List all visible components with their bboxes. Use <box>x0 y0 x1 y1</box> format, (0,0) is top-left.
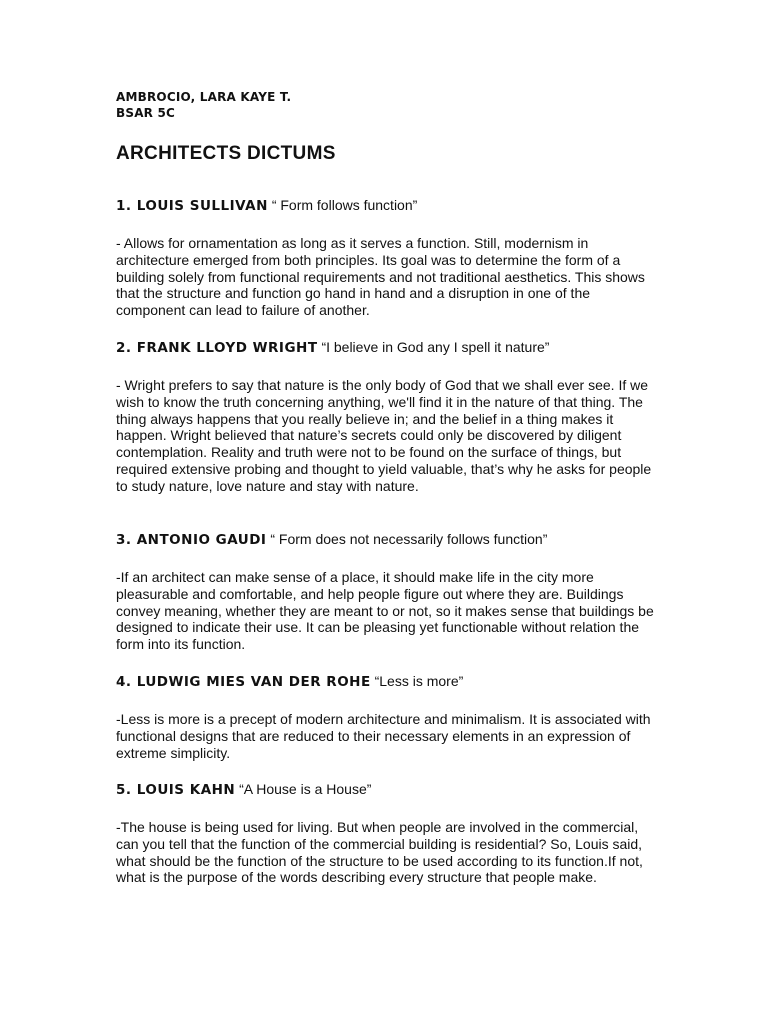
dictum-heading-5 <box>116 780 371 799</box>
dictum-quote-2: “I believe in God any I spell it nature” <box>321 339 550 355</box>
dictum-text-2: - Wright prefers to say that nature is the only body of God that we shall ever see. If we wish to know the truth concerning anything, we'll find it in the nature of that thing. The thing always happens that you really believe in; and the belief in a thing makes it happen. Wright believed that nature’s secrets could only be discovered by diligent contemplation. Reality and truth were not to be found on the surface of things, but required extensive probing and thought to yield valuable, that’s why he asks for people to study nature, love nature and stay with nature. <box>116 377 652 494</box>
dictum-text-1: - Allows for ornamentation as long as it serves a function. Still, modernism in architecture emerged from both principles. Its goal was to determine the form of a building solely from functional requirements and not traditional aesthetics. This shows that the structure and function go hand in hand and a disruption in one of the component can lead to failure of another. <box>116 235 645 319</box>
dictum-architect-2: 2. FRANK LLOYD WRIGHT <box>116 340 318 356</box>
dictum-quote-1: “ Form follows function” <box>271 197 418 213</box>
dictum-quote-3: “ Form does not necessarily follows function” <box>270 531 548 547</box>
dictum-heading-1 <box>116 196 417 215</box>
dictum-text-5: -The house is being used for living. But when people are involved in the commercial, can you tell that the function of the commercial building is residential? So, Louis said, what should be the function of the structure to be used according to its function.If not, what is the purpose of the words describing every structure that people make. <box>116 819 643 886</box>
dictum-architect-3: 3. ANTONIO GAUDI <box>116 532 267 548</box>
dictum-architect-4: 4. LUDWIG MIES VAN DER ROHE <box>116 674 371 690</box>
document-title: ARCHITECTS DICTUMS <box>116 143 336 164</box>
dictum-heading-2 <box>116 338 549 357</box>
author-section: BSAR 5C <box>116 106 176 120</box>
dictum-text-3: -If an architect can make sense of a place, it should make life in the city more pleasurable and comfortable, and help people figure out where they are. Buildings convey meaning, whether they are meant to or not, so it makes sense that buildings be designed to indicate their use. It can be pleasing yet functionable without relation the form into its function. <box>116 569 654 653</box>
dictum-quote-4: “Less is more” <box>374 673 464 689</box>
dictum-quote-5: “A House is a House” <box>239 781 372 797</box>
dictum-heading-3 <box>116 530 547 549</box>
document-page <box>116 0 656 1024</box>
dictum-architect-1: 1. LOUIS SULLIVAN <box>116 198 268 214</box>
author-name: AMBROCIO, LARA KAYE T. <box>116 90 292 104</box>
dictum-heading-4 <box>116 672 463 691</box>
author-block <box>116 89 291 121</box>
dictum-text-4: -Less is more is a precept of modern architecture and minimalism. It is associated with functional designs that are reduced to their necessary elements in an expression of extreme simplicity. <box>116 711 651 761</box>
dictum-architect-5: 5. LOUIS KAHN <box>116 782 236 798</box>
